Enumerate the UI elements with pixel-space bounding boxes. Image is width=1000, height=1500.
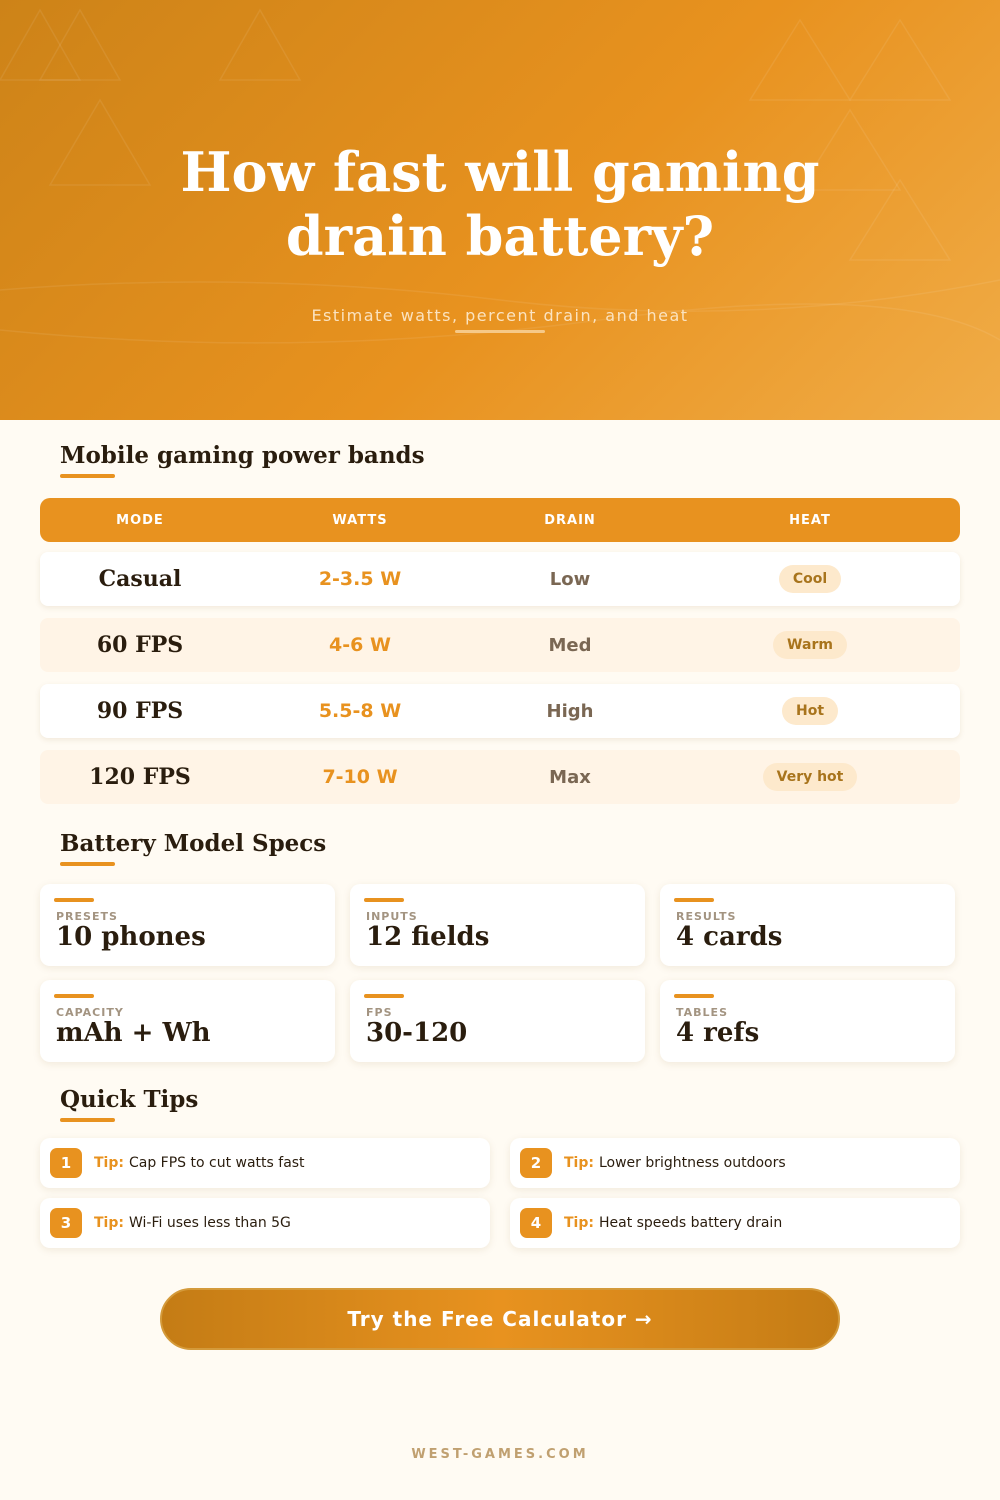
tip-body: Cap FPS to cut watts fast — [128, 1155, 305, 1171]
heat-cell — [710, 552, 910, 606]
watts-cell: 7-10 W — [322, 766, 398, 788]
drain-cell: Max — [549, 766, 591, 788]
spec-label: PRESETS — [56, 910, 118, 923]
spec-card-fps — [350, 980, 645, 1062]
section-title-specs: Battery Model Specs — [60, 830, 327, 857]
page-title-line-2: drain battery? — [285, 204, 715, 268]
table-row — [40, 618, 960, 672]
tip-number-badge: 1 — [50, 1148, 82, 1178]
tip-label: Tip: — [564, 1215, 594, 1231]
table-row — [40, 684, 960, 738]
page-subtitle: Estimate watts, percent drain, and heat — [311, 306, 689, 325]
section-title-power-bands: Mobile gaming power bands — [60, 442, 425, 469]
mode-cell: 90 FPS — [96, 698, 184, 724]
watts-cell: 5.5-8 W — [318, 700, 402, 722]
column-header-watts: WATTS — [332, 512, 388, 528]
mode-cell: 60 FPS — [96, 632, 184, 658]
column-header-mode: MODE — [116, 512, 164, 528]
footer-site-link[interactable]: WEST-GAMES.COM — [411, 1447, 589, 1462]
section-title-tips: Quick Tips — [60, 1086, 199, 1113]
tip-label: Tip: — [564, 1155, 594, 1171]
section-underline — [60, 1118, 115, 1122]
spec-label: FPS — [366, 1006, 393, 1019]
card-accent — [674, 994, 714, 998]
page-title-line-1: How fast will gaming — [180, 140, 820, 204]
spec-label: RESULTS — [676, 910, 737, 923]
spec-card-results — [660, 884, 955, 966]
spec-label: CAPACITY — [56, 1006, 124, 1019]
card-accent — [54, 994, 94, 998]
column-header-heat: HEAT — [789, 512, 831, 528]
tip-card-1 — [40, 1138, 490, 1188]
spec-value: mAh + Wh — [56, 1018, 211, 1048]
tip-text — [564, 1138, 786, 1188]
heat-badge: Very hot — [763, 763, 858, 791]
tip-text — [564, 1198, 782, 1248]
drain-cell: Low — [549, 568, 591, 590]
mode-cell: 120 FPS — [89, 764, 191, 790]
tip-number-badge: 2 — [520, 1148, 552, 1178]
heat-cell — [710, 618, 910, 672]
spec-label: INPUTS — [366, 910, 418, 923]
heat-cell — [710, 750, 910, 804]
tip-card-3 — [40, 1198, 490, 1248]
section-underline — [60, 862, 115, 866]
spec-value: 30-120 — [366, 1018, 468, 1048]
tip-card-2 — [510, 1138, 960, 1188]
spec-value: 10 phones — [56, 922, 206, 952]
try-calculator-button[interactable]: Try the Free Calculator → — [160, 1288, 840, 1350]
spec-card-capacity — [40, 980, 335, 1062]
column-header-drain: DRAIN — [544, 512, 596, 528]
hero-banner — [0, 0, 1000, 420]
drain-cell: High — [546, 700, 594, 722]
tip-number-badge: 3 — [50, 1208, 82, 1238]
heat-cell — [710, 684, 910, 738]
section-underline — [60, 474, 115, 478]
spec-value: 4 cards — [676, 922, 783, 952]
spec-card-tables — [660, 980, 955, 1062]
card-accent — [364, 994, 404, 998]
spec-card-presets — [40, 884, 335, 966]
card-accent — [674, 898, 714, 902]
tip-body: Wi-Fi uses less than 5G — [128, 1215, 291, 1231]
watts-cell: 2-3.5 W — [318, 568, 402, 590]
card-accent — [364, 898, 404, 902]
heat-badge: Warm — [773, 631, 847, 659]
tip-label: Tip: — [94, 1155, 124, 1171]
tip-label: Tip: — [94, 1215, 124, 1231]
spec-value: 4 refs — [676, 1018, 760, 1048]
drain-cell: Med — [548, 634, 592, 656]
heat-badge: Hot — [782, 697, 838, 725]
subtitle-underline — [455, 330, 545, 333]
spec-card-inputs — [350, 884, 645, 966]
tip-number-badge: 4 — [520, 1208, 552, 1238]
tip-body: Heat speeds battery drain — [598, 1215, 783, 1231]
tip-body: Lower brightness outdoors — [598, 1155, 786, 1171]
page-title — [0, 140, 1000, 268]
table-row — [40, 750, 960, 804]
heat-badge: Cool — [779, 565, 841, 593]
table-header — [40, 498, 960, 542]
tip-text — [94, 1138, 305, 1188]
spec-value: 12 fields — [366, 922, 490, 952]
tip-card-4 — [510, 1198, 960, 1248]
mode-cell: Casual — [98, 566, 182, 592]
table-row — [40, 552, 960, 606]
spec-label: TABLES — [676, 1006, 728, 1019]
tip-text — [94, 1198, 291, 1248]
watts-cell: 4-6 W — [329, 634, 391, 656]
card-accent — [54, 898, 94, 902]
